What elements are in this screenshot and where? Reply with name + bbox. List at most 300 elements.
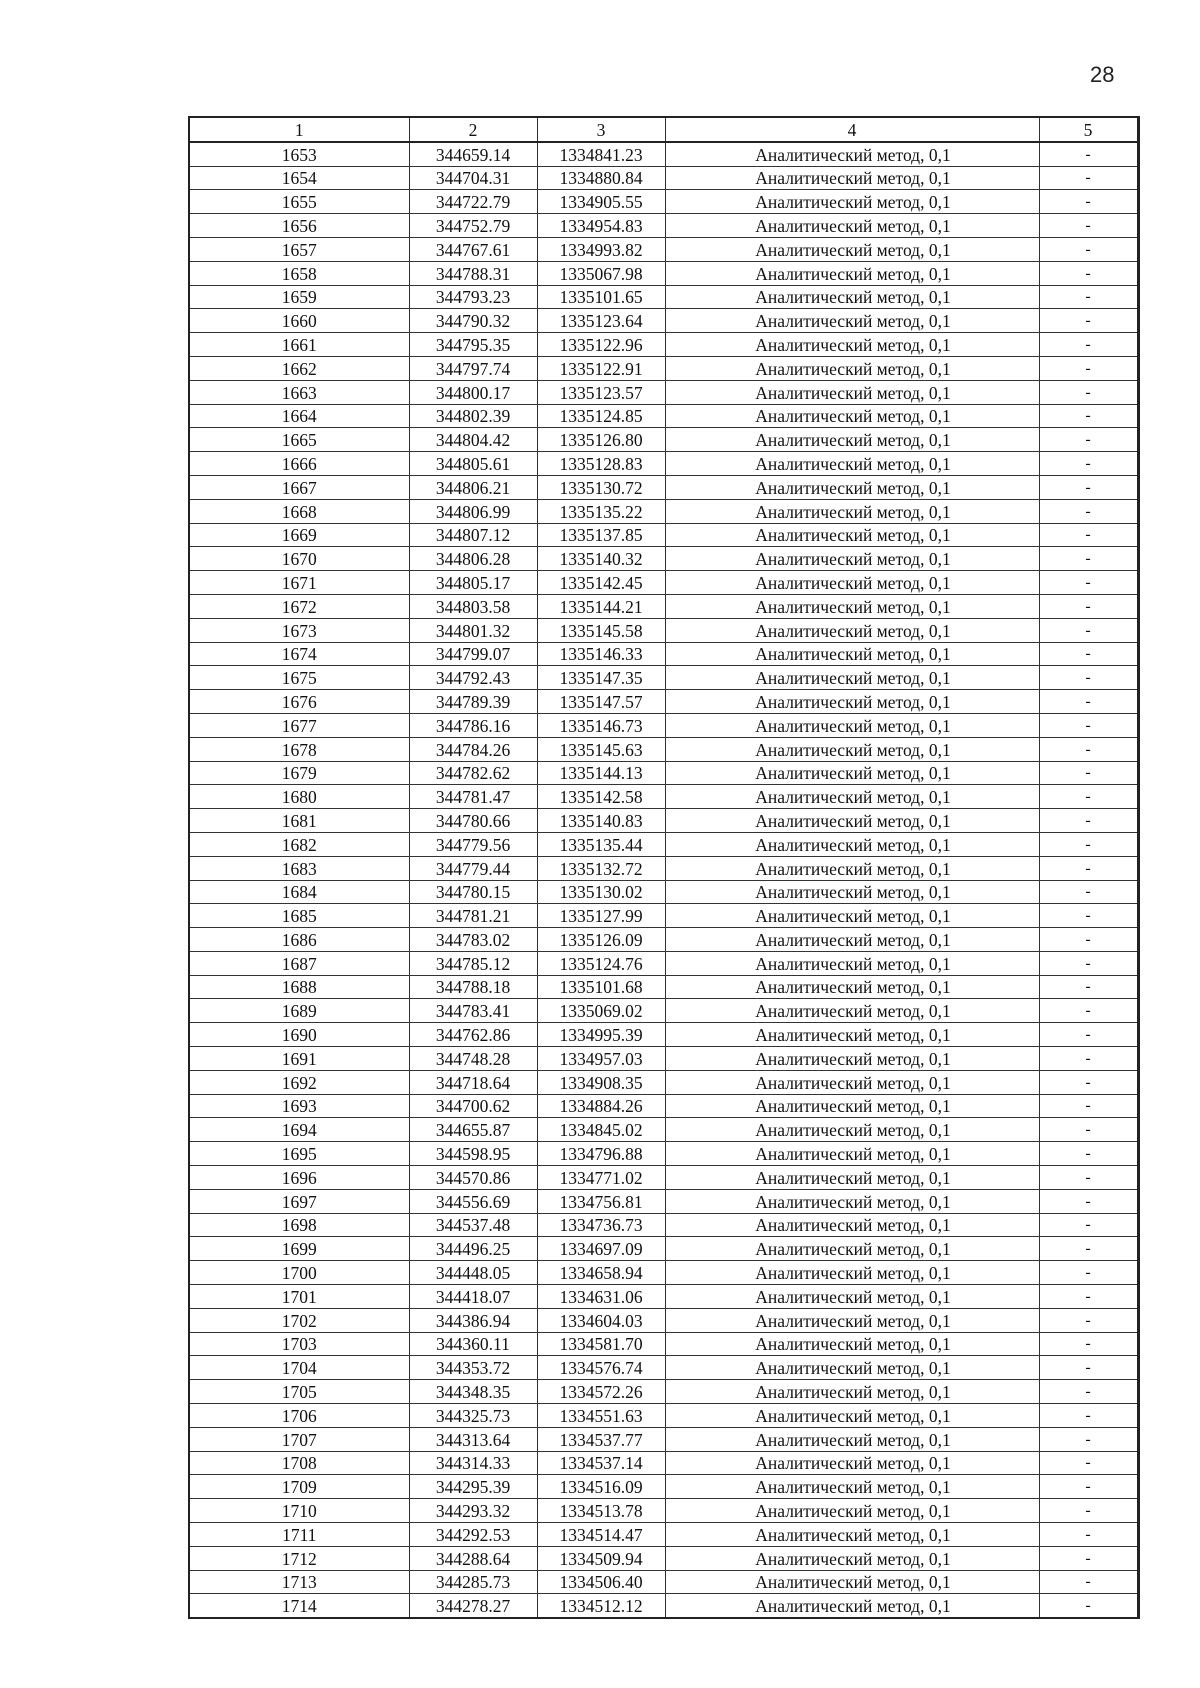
- point-number-cell: 1654: [189, 166, 409, 190]
- note-cell: -: [1039, 1451, 1138, 1475]
- method-cell: Аналитический метод, 0,1: [665, 1499, 1039, 1523]
- note-cell: -: [1039, 499, 1138, 523]
- note-cell: -: [1039, 809, 1138, 833]
- note-cell: -: [1039, 1023, 1138, 1047]
- x-coordinate-cell: 344800.17: [409, 380, 537, 404]
- x-coordinate-cell: 344295.39: [409, 1475, 537, 1499]
- method-cell: Аналитический метод, 0,1: [665, 571, 1039, 595]
- table-row: [189, 1427, 1138, 1451]
- y-coordinate-cell: 1335130.72: [537, 475, 665, 499]
- y-coordinate-cell: 1335146.33: [537, 642, 665, 666]
- note-cell: -: [1039, 856, 1138, 880]
- y-coordinate-cell: 1335144.13: [537, 761, 665, 785]
- table-row: [189, 1142, 1138, 1166]
- point-number-cell: 1675: [189, 666, 409, 690]
- point-number-cell: 1670: [189, 547, 409, 571]
- note-cell: -: [1039, 237, 1138, 261]
- note-cell: -: [1039, 1380, 1138, 1404]
- note-cell: -: [1039, 1404, 1138, 1428]
- x-coordinate-cell: 344807.12: [409, 523, 537, 547]
- method-cell: Аналитический метод, 0,1: [665, 166, 1039, 190]
- method-cell: Аналитический метод, 0,1: [665, 1189, 1039, 1213]
- x-coordinate-cell: 344799.07: [409, 642, 537, 666]
- point-number-cell: 1663: [189, 380, 409, 404]
- y-coordinate-cell: 1335147.35: [537, 666, 665, 690]
- method-cell: Аналитический метод, 0,1: [665, 690, 1039, 714]
- point-number-cell: 1705: [189, 1380, 409, 1404]
- point-number-cell: 1700: [189, 1261, 409, 1285]
- y-coordinate-cell: 1334993.82: [537, 237, 665, 261]
- y-coordinate-cell: 1334506.40: [537, 1570, 665, 1594]
- y-coordinate-cell: 1335069.02: [537, 999, 665, 1023]
- x-coordinate-cell: 344762.86: [409, 1023, 537, 1047]
- point-number-cell: 1669: [189, 523, 409, 547]
- x-coordinate-cell: 344805.17: [409, 571, 537, 595]
- table-row: [189, 1261, 1138, 1285]
- note-cell: -: [1039, 1094, 1138, 1118]
- x-coordinate-cell: 344598.95: [409, 1142, 537, 1166]
- note-cell: -: [1039, 261, 1138, 285]
- coordinates-table: [188, 116, 1140, 1619]
- point-number-cell: 1656: [189, 214, 409, 238]
- note-cell: -: [1039, 166, 1138, 190]
- point-number-cell: 1701: [189, 1285, 409, 1309]
- table-row: [189, 809, 1138, 833]
- note-cell: -: [1039, 1356, 1138, 1380]
- table-row: [189, 1451, 1138, 1475]
- point-number-cell: 1707: [189, 1427, 409, 1451]
- y-coordinate-cell: 1335145.63: [537, 737, 665, 761]
- table-row: [189, 428, 1138, 452]
- y-coordinate-cell: 1335127.99: [537, 904, 665, 928]
- table-row: [189, 785, 1138, 809]
- method-cell: Аналитический метод, 0,1: [665, 1237, 1039, 1261]
- y-coordinate-cell: 1334880.84: [537, 166, 665, 190]
- x-coordinate-cell: 344804.42: [409, 428, 537, 452]
- point-number-cell: 1678: [189, 737, 409, 761]
- column-header-4: 4: [665, 117, 1039, 142]
- point-number-cell: 1676: [189, 690, 409, 714]
- note-cell: -: [1039, 356, 1138, 380]
- method-cell: Аналитический метод, 0,1: [665, 1523, 1039, 1547]
- table-row: [189, 1499, 1138, 1523]
- y-coordinate-cell: 1334796.88: [537, 1142, 665, 1166]
- note-cell: -: [1039, 1189, 1138, 1213]
- note-cell: -: [1039, 452, 1138, 476]
- point-number-cell: 1712: [189, 1546, 409, 1570]
- x-coordinate-cell: 344718.64: [409, 1070, 537, 1094]
- method-cell: Аналитический метод, 0,1: [665, 618, 1039, 642]
- method-cell: Аналитический метод, 0,1: [665, 1070, 1039, 1094]
- point-number-cell: 1702: [189, 1308, 409, 1332]
- y-coordinate-cell: 1334537.14: [537, 1451, 665, 1475]
- point-number-cell: 1694: [189, 1118, 409, 1142]
- column-header-3: 3: [537, 117, 665, 142]
- note-cell: -: [1039, 737, 1138, 761]
- y-coordinate-cell: 1335101.68: [537, 975, 665, 999]
- table-row: [189, 499, 1138, 523]
- note-cell: -: [1039, 999, 1138, 1023]
- header-row: [189, 117, 1138, 142]
- table-row: [189, 1356, 1138, 1380]
- y-coordinate-cell: 1334572.26: [537, 1380, 665, 1404]
- point-number-cell: 1689: [189, 999, 409, 1023]
- y-coordinate-cell: 1334537.77: [537, 1427, 665, 1451]
- table-body: [189, 142, 1138, 1618]
- point-number-cell: 1706: [189, 1404, 409, 1428]
- table-row: [189, 594, 1138, 618]
- x-coordinate-cell: 344767.61: [409, 237, 537, 261]
- table-row: [189, 1189, 1138, 1213]
- table-row: [189, 951, 1138, 975]
- x-coordinate-cell: 344556.69: [409, 1189, 537, 1213]
- point-number-cell: 1697: [189, 1189, 409, 1213]
- x-coordinate-cell: 344313.64: [409, 1427, 537, 1451]
- table-row: [189, 475, 1138, 499]
- note-cell: -: [1039, 1475, 1138, 1499]
- method-cell: Аналитический метод, 0,1: [665, 1332, 1039, 1356]
- y-coordinate-cell: 1335126.09: [537, 928, 665, 952]
- method-cell: Аналитический метод, 0,1: [665, 1356, 1039, 1380]
- method-cell: Аналитический метод, 0,1: [665, 1094, 1039, 1118]
- method-cell: Аналитический метод, 0,1: [665, 785, 1039, 809]
- table-row: [189, 1070, 1138, 1094]
- method-cell: Аналитический метод, 0,1: [665, 356, 1039, 380]
- x-coordinate-cell: 344700.62: [409, 1094, 537, 1118]
- table-row: [189, 761, 1138, 785]
- table-row: [189, 1570, 1138, 1594]
- x-coordinate-cell: 344802.39: [409, 404, 537, 428]
- point-number-cell: 1683: [189, 856, 409, 880]
- y-coordinate-cell: 1335123.64: [537, 309, 665, 333]
- y-coordinate-cell: 1335124.76: [537, 951, 665, 975]
- x-coordinate-cell: 344795.35: [409, 333, 537, 357]
- x-coordinate-cell: 344805.61: [409, 452, 537, 476]
- note-cell: -: [1039, 1213, 1138, 1237]
- point-number-cell: 1679: [189, 761, 409, 785]
- method-cell: Аналитический метод, 0,1: [665, 1023, 1039, 1047]
- method-cell: Аналитический метод, 0,1: [665, 832, 1039, 856]
- x-coordinate-cell: 344348.35: [409, 1380, 537, 1404]
- note-cell: -: [1039, 1570, 1138, 1594]
- point-number-cell: 1713: [189, 1570, 409, 1594]
- method-cell: Аналитический метод, 0,1: [665, 594, 1039, 618]
- note-cell: -: [1039, 1047, 1138, 1071]
- point-number-cell: 1657: [189, 237, 409, 261]
- point-number-cell: 1686: [189, 928, 409, 952]
- note-cell: -: [1039, 475, 1138, 499]
- point-number-cell: 1655: [189, 190, 409, 214]
- y-coordinate-cell: 1335142.45: [537, 571, 665, 595]
- note-cell: -: [1039, 1332, 1138, 1356]
- method-cell: Аналитический метод, 0,1: [665, 1308, 1039, 1332]
- table-row: [189, 523, 1138, 547]
- table-row: [189, 666, 1138, 690]
- x-coordinate-cell: 344792.43: [409, 666, 537, 690]
- note-cell: -: [1039, 1499, 1138, 1523]
- x-coordinate-cell: 344386.94: [409, 1308, 537, 1332]
- point-number-cell: 1696: [189, 1166, 409, 1190]
- x-coordinate-cell: 344570.86: [409, 1166, 537, 1190]
- x-coordinate-cell: 344293.32: [409, 1499, 537, 1523]
- method-cell: Аналитический метод, 0,1: [665, 951, 1039, 975]
- note-cell: -: [1039, 761, 1138, 785]
- x-coordinate-cell: 344788.18: [409, 975, 537, 999]
- table-row: [189, 690, 1138, 714]
- x-coordinate-cell: 344784.26: [409, 737, 537, 761]
- table-row: [189, 1404, 1138, 1428]
- method-cell: Аналитический метод, 0,1: [665, 285, 1039, 309]
- method-cell: Аналитический метод, 0,1: [665, 1594, 1039, 1618]
- column-header-2: 2: [409, 117, 537, 142]
- y-coordinate-cell: 1335147.57: [537, 690, 665, 714]
- table-row: [189, 713, 1138, 737]
- table-row: [189, 190, 1138, 214]
- y-coordinate-cell: 1335142.58: [537, 785, 665, 809]
- y-coordinate-cell: 1334576.74: [537, 1356, 665, 1380]
- point-number-cell: 1695: [189, 1142, 409, 1166]
- table-row: [189, 618, 1138, 642]
- note-cell: -: [1039, 713, 1138, 737]
- x-coordinate-cell: 344780.15: [409, 880, 537, 904]
- method-cell: Аналитический метод, 0,1: [665, 1427, 1039, 1451]
- note-cell: -: [1039, 642, 1138, 666]
- note-cell: -: [1039, 666, 1138, 690]
- x-coordinate-cell: 344496.25: [409, 1237, 537, 1261]
- table-row: [189, 904, 1138, 928]
- table-row: [189, 1047, 1138, 1071]
- point-number-cell: 1690: [189, 1023, 409, 1047]
- method-cell: Аналитический метод, 0,1: [665, 1047, 1039, 1071]
- point-number-cell: 1692: [189, 1070, 409, 1094]
- x-coordinate-cell: 344803.58: [409, 594, 537, 618]
- y-coordinate-cell: 1335140.32: [537, 547, 665, 571]
- method-cell: Аналитический метод, 0,1: [665, 880, 1039, 904]
- point-number-cell: 1671: [189, 571, 409, 595]
- method-cell: Аналитический метод, 0,1: [665, 237, 1039, 261]
- table-row: [189, 880, 1138, 904]
- point-number-cell: 1685: [189, 904, 409, 928]
- table-row: [189, 737, 1138, 761]
- point-number-cell: 1667: [189, 475, 409, 499]
- method-cell: Аналитический метод, 0,1: [665, 142, 1039, 166]
- point-number-cell: 1666: [189, 452, 409, 476]
- table-header: [189, 117, 1138, 142]
- method-cell: Аналитический метод, 0,1: [665, 1380, 1039, 1404]
- method-cell: Аналитический метод, 0,1: [665, 380, 1039, 404]
- method-cell: Аналитический метод, 0,1: [665, 1261, 1039, 1285]
- x-coordinate-cell: 344806.21: [409, 475, 537, 499]
- y-coordinate-cell: 1334756.81: [537, 1189, 665, 1213]
- method-cell: Аналитический метод, 0,1: [665, 1404, 1039, 1428]
- column-header-5: 5: [1039, 117, 1138, 142]
- y-coordinate-cell: 1335122.91: [537, 356, 665, 380]
- y-coordinate-cell: 1335145.58: [537, 618, 665, 642]
- table-row: [189, 1475, 1138, 1499]
- note-cell: -: [1039, 928, 1138, 952]
- note-cell: -: [1039, 1166, 1138, 1190]
- table-row: [189, 1213, 1138, 1237]
- method-cell: Аналитический метод, 0,1: [665, 452, 1039, 476]
- table-row: [189, 1237, 1138, 1261]
- table-row: [189, 404, 1138, 428]
- y-coordinate-cell: 1334845.02: [537, 1118, 665, 1142]
- x-coordinate-cell: 344806.28: [409, 547, 537, 571]
- note-cell: -: [1039, 309, 1138, 333]
- y-coordinate-cell: 1334995.39: [537, 1023, 665, 1047]
- x-coordinate-cell: 344278.27: [409, 1594, 537, 1618]
- note-cell: -: [1039, 1594, 1138, 1618]
- note-cell: -: [1039, 1142, 1138, 1166]
- point-number-cell: 1659: [189, 285, 409, 309]
- note-cell: -: [1039, 1285, 1138, 1309]
- note-cell: -: [1039, 1118, 1138, 1142]
- note-cell: -: [1039, 1523, 1138, 1547]
- x-coordinate-cell: 344285.73: [409, 1570, 537, 1594]
- y-coordinate-cell: 1335101.65: [537, 285, 665, 309]
- y-coordinate-cell: 1335067.98: [537, 261, 665, 285]
- x-coordinate-cell: 344781.47: [409, 785, 537, 809]
- point-number-cell: 1662: [189, 356, 409, 380]
- method-cell: Аналитический метод, 0,1: [665, 404, 1039, 428]
- note-cell: -: [1039, 1261, 1138, 1285]
- note-cell: -: [1039, 594, 1138, 618]
- point-number-cell: 1664: [189, 404, 409, 428]
- note-cell: -: [1039, 523, 1138, 547]
- note-cell: -: [1039, 975, 1138, 999]
- method-cell: Аналитический метод, 0,1: [665, 761, 1039, 785]
- y-coordinate-cell: 1335128.83: [537, 452, 665, 476]
- point-number-cell: 1688: [189, 975, 409, 999]
- point-number-cell: 1711: [189, 1523, 409, 1547]
- x-coordinate-cell: 344781.21: [409, 904, 537, 928]
- point-number-cell: 1714: [189, 1594, 409, 1618]
- y-coordinate-cell: 1335144.21: [537, 594, 665, 618]
- table-row: [189, 832, 1138, 856]
- note-cell: -: [1039, 214, 1138, 238]
- x-coordinate-cell: 344314.33: [409, 1451, 537, 1475]
- y-coordinate-cell: 1334516.09: [537, 1475, 665, 1499]
- method-cell: Аналитический метод, 0,1: [665, 499, 1039, 523]
- note-cell: -: [1039, 880, 1138, 904]
- method-cell: Аналитический метод, 0,1: [665, 642, 1039, 666]
- method-cell: Аналитический метод, 0,1: [665, 999, 1039, 1023]
- point-number-cell: 1658: [189, 261, 409, 285]
- method-cell: Аналитический метод, 0,1: [665, 1285, 1039, 1309]
- note-cell: -: [1039, 785, 1138, 809]
- x-coordinate-cell: 344752.79: [409, 214, 537, 238]
- x-coordinate-cell: 344288.64: [409, 1546, 537, 1570]
- method-cell: Аналитический метод, 0,1: [665, 975, 1039, 999]
- table-row: [189, 1118, 1138, 1142]
- page-number: 28: [1090, 62, 1115, 87]
- note-cell: -: [1039, 1427, 1138, 1451]
- x-coordinate-cell: 344783.41: [409, 999, 537, 1023]
- note-cell: -: [1039, 142, 1138, 166]
- table-row: [189, 1523, 1138, 1547]
- y-coordinate-cell: 1335122.96: [537, 333, 665, 357]
- point-number-cell: 1680: [189, 785, 409, 809]
- y-coordinate-cell: 1334631.06: [537, 1285, 665, 1309]
- point-number-cell: 1681: [189, 809, 409, 833]
- y-coordinate-cell: 1335126.80: [537, 428, 665, 452]
- point-number-cell: 1704: [189, 1356, 409, 1380]
- table-row: [189, 975, 1138, 999]
- method-cell: Аналитический метод, 0,1: [665, 547, 1039, 571]
- x-coordinate-cell: 344418.07: [409, 1285, 537, 1309]
- table-row: [189, 928, 1138, 952]
- y-coordinate-cell: 1334604.03: [537, 1308, 665, 1332]
- note-cell: -: [1039, 333, 1138, 357]
- method-cell: Аналитический метод, 0,1: [665, 666, 1039, 690]
- table-row: [189, 261, 1138, 285]
- y-coordinate-cell: 1335130.02: [537, 880, 665, 904]
- note-cell: -: [1039, 190, 1138, 214]
- y-coordinate-cell: 1335137.85: [537, 523, 665, 547]
- method-cell: Аналитический метод, 0,1: [665, 261, 1039, 285]
- method-cell: Аналитический метод, 0,1: [665, 428, 1039, 452]
- x-coordinate-cell: 344292.53: [409, 1523, 537, 1547]
- method-cell: Аналитический метод, 0,1: [665, 856, 1039, 880]
- y-coordinate-cell: 1334841.23: [537, 142, 665, 166]
- table-row: [189, 1594, 1138, 1618]
- y-coordinate-cell: 1334771.02: [537, 1166, 665, 1190]
- method-cell: Аналитический метод, 0,1: [665, 713, 1039, 737]
- table-row: [189, 142, 1138, 166]
- note-cell: -: [1039, 1237, 1138, 1261]
- point-number-cell: 1709: [189, 1475, 409, 1499]
- x-coordinate-cell: 344782.62: [409, 761, 537, 785]
- x-coordinate-cell: 344655.87: [409, 1118, 537, 1142]
- method-cell: Аналитический метод, 0,1: [665, 1213, 1039, 1237]
- x-coordinate-cell: 344786.16: [409, 713, 537, 737]
- note-cell: -: [1039, 404, 1138, 428]
- note-cell: -: [1039, 1308, 1138, 1332]
- table-row: [189, 999, 1138, 1023]
- point-number-cell: 1708: [189, 1451, 409, 1475]
- point-number-cell: 1687: [189, 951, 409, 975]
- point-number-cell: 1698: [189, 1213, 409, 1237]
- point-number-cell: 1703: [189, 1332, 409, 1356]
- point-number-cell: 1693: [189, 1094, 409, 1118]
- y-coordinate-cell: 1335135.22: [537, 499, 665, 523]
- x-coordinate-cell: 344722.79: [409, 190, 537, 214]
- method-cell: Аналитический метод, 0,1: [665, 523, 1039, 547]
- y-coordinate-cell: 1334658.94: [537, 1261, 665, 1285]
- note-cell: -: [1039, 690, 1138, 714]
- method-cell: Аналитический метод, 0,1: [665, 1142, 1039, 1166]
- x-coordinate-cell: 344806.99: [409, 499, 537, 523]
- note-cell: -: [1039, 285, 1138, 309]
- point-number-cell: 1661: [189, 333, 409, 357]
- table-row: [189, 285, 1138, 309]
- note-cell: -: [1039, 428, 1138, 452]
- y-coordinate-cell: 1334513.78: [537, 1499, 665, 1523]
- method-cell: Аналитический метод, 0,1: [665, 309, 1039, 333]
- y-coordinate-cell: 1334509.94: [537, 1546, 665, 1570]
- method-cell: Аналитический метод, 0,1: [665, 1166, 1039, 1190]
- method-cell: Аналитический метод, 0,1: [665, 809, 1039, 833]
- y-coordinate-cell: 1334954.83: [537, 214, 665, 238]
- y-coordinate-cell: 1334697.09: [537, 1237, 665, 1261]
- x-coordinate-cell: 344789.39: [409, 690, 537, 714]
- method-cell: Аналитический метод, 0,1: [665, 333, 1039, 357]
- y-coordinate-cell: 1334884.26: [537, 1094, 665, 1118]
- y-coordinate-cell: 1335140.83: [537, 809, 665, 833]
- y-coordinate-cell: 1334908.35: [537, 1070, 665, 1094]
- table-row: [189, 571, 1138, 595]
- table-row: [189, 1332, 1138, 1356]
